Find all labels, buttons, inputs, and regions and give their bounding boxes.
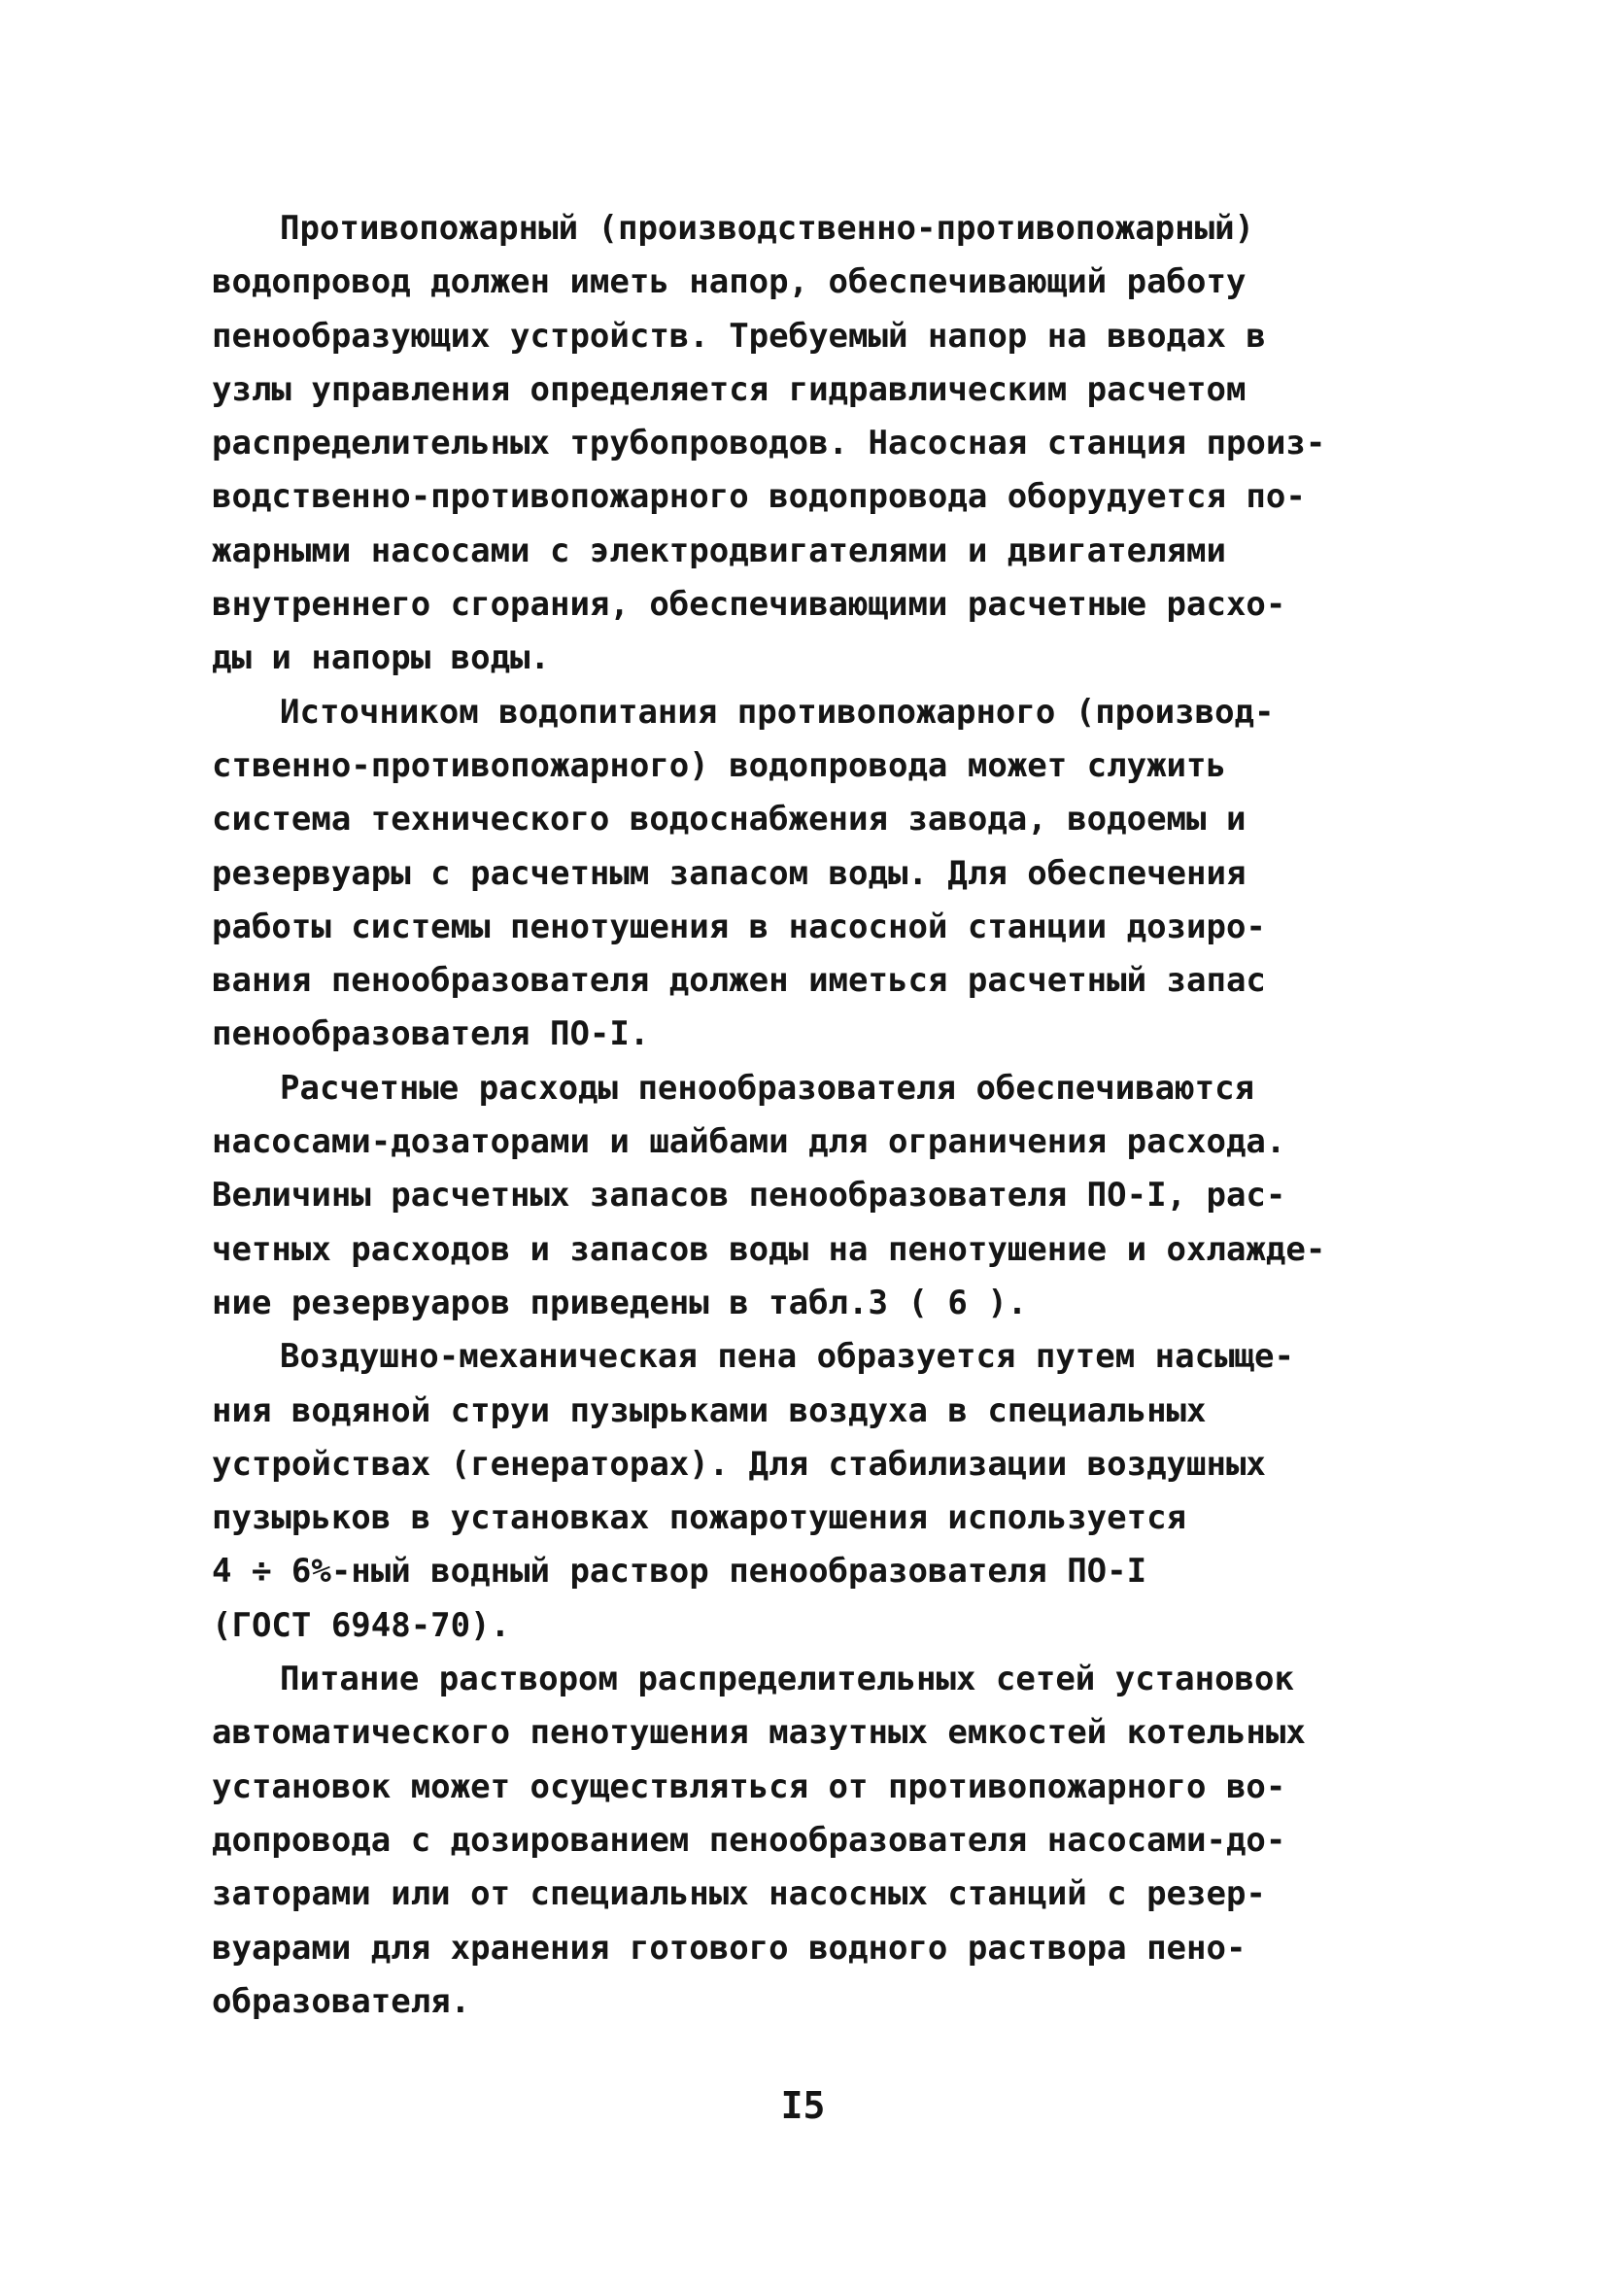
text-line: образователя.: [212, 1981, 471, 2021]
text-line: (ГОСТ 6948-70).: [212, 1605, 511, 1645]
text-line: вуарами для хранения готового водного раствора пено-: [212, 1928, 1247, 1968]
text-line: вания пенообразователя должен иметься расчетный запас: [212, 961, 1266, 1001]
text-line: ственно-противопожарного) водопровода может служить: [212, 745, 1226, 785]
text-line: система технического водоснабжения завода, водоемы и: [212, 800, 1247, 840]
text-line: пузырьков в установках пожаротушения используется: [212, 1498, 1187, 1538]
text-line: заторами или от специальных насосных станций с резер-: [212, 1874, 1266, 1914]
text-line: Противопожарный (производственно-противопожарный): [280, 209, 1255, 248]
text-line: работы системы пенотушения в насосной станции дозиро-: [212, 907, 1266, 946]
page-number: I5: [780, 2084, 826, 2127]
text-line: резервуары с расчетным запасом воды. Для обеспечения: [212, 853, 1247, 893]
text-line: Питание раствором распределительных сетей установок: [280, 1660, 1294, 1699]
body-text: [212, 202, 1417, 2029]
text-line: внутреннего сгорания, обеспечивающими расчетные расхо-: [212, 585, 1286, 625]
text-line: ния водяной струи пузырьками воздуха в специальных: [212, 1390, 1207, 1430]
text-line: насосами-дозаторами и шайбами для ограничения расхода.: [212, 1122, 1286, 1162]
text-line: ды и напоры воды.: [212, 638, 550, 678]
text-line: пенообразующих устройств. Требуемый напор на вводах в: [212, 316, 1266, 356]
text-line: узлы управления определяется гидравлическим расчетом: [212, 369, 1247, 409]
text-line: Расчетные расходы пенообразователя обеспечиваются: [280, 1068, 1255, 1108]
text-line: водственно-противопожарного водопровода оборудуется по-: [212, 477, 1306, 517]
paragraph: [212, 1653, 1417, 2029]
text-line: пенообразователя ПО-I.: [212, 1014, 650, 1054]
text-line: жарными насосами с электродвигателями и двигателями: [212, 531, 1226, 570]
paragraph: [212, 1062, 1417, 1330]
text-line: допровода с дозированием пенообразователя насосами-до-: [212, 1820, 1286, 1860]
paragraph: [212, 1330, 1417, 1653]
text-line: установок может осуществляться от противопожарного во-: [212, 1766, 1286, 1806]
text-line: водопровод должен иметь напор, обеспечивающий работу: [212, 262, 1247, 302]
text-line: Источником водопитания противопожарного (производ-: [280, 692, 1275, 732]
text-line: четных расходов и запасов воды на пенотушение и охлажде-: [212, 1229, 1326, 1269]
text-line: распределительных трубопроводов. Насосная станция произ-: [212, 424, 1326, 463]
text-line: 4 ÷ 6%-ный водный раствор пенообразователя ПО-I: [212, 1552, 1147, 1592]
text-line: автоматического пенотушения мазутных емкостей котельных: [212, 1713, 1306, 1753]
text-line: Величины расчетных запасов пенообразователя ПО-I, рас-: [212, 1176, 1286, 1216]
text-line: устройствах (генераторах). Для стабилизации воздушных: [212, 1444, 1266, 1484]
text-line: Воздушно-механическая пена образуется путем насыще-: [280, 1337, 1294, 1377]
text-line: ние резервуаров приведены в табл.3 ( 6 ).: [212, 1283, 1028, 1322]
paragraph: [212, 202, 1417, 686]
paragraph: [212, 686, 1417, 1062]
